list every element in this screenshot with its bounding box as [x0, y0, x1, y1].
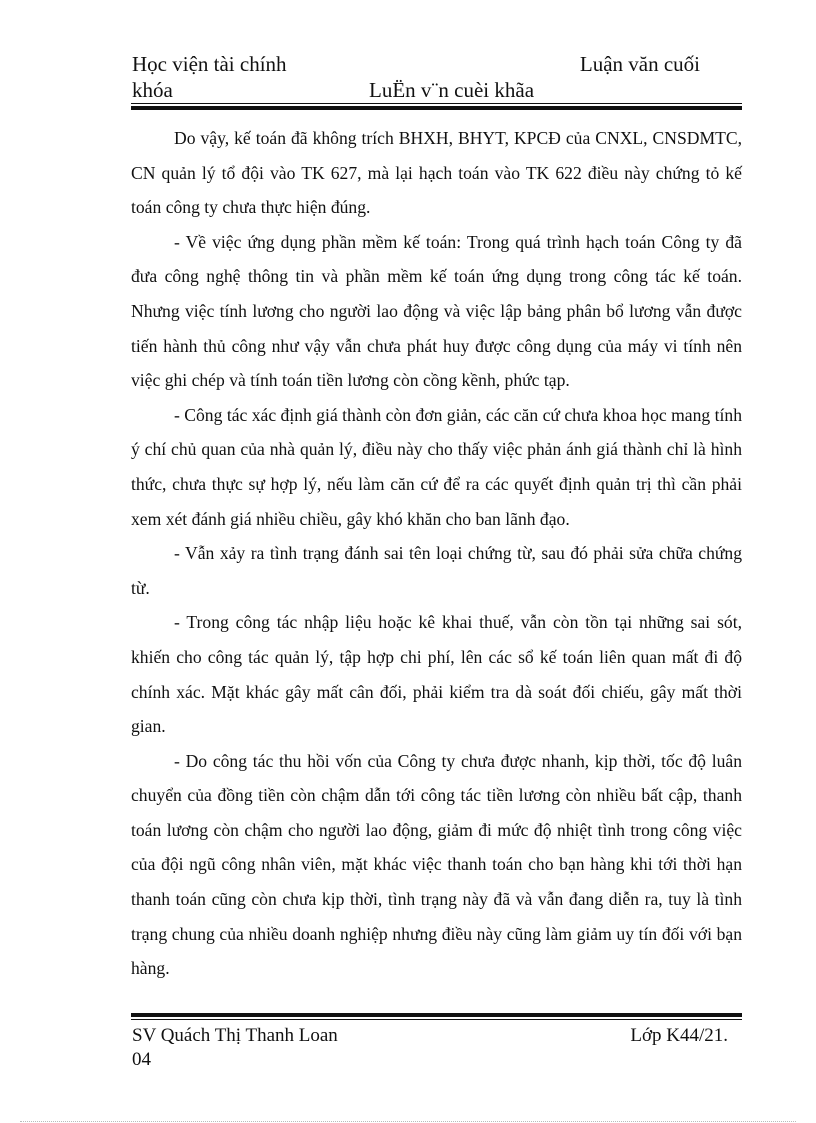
footer-double-rule: [131, 1013, 742, 1021]
paragraph: Do vậy, kế toán đã không trích BHXH, BHYT, KPCĐ của CNXL, CNSDMTC, CN quản lý tổ đội vào TK 627, mà lại hạch toán vào TK 622 điều này chứng tỏ kế toán công ty chưa thực hiện đúng.: [131, 128, 742, 218]
header-thin-rule: [131, 103, 742, 104]
footer-thick-rule: [131, 1013, 742, 1017]
page-bottom-border: [20, 1121, 796, 1122]
header-doc-type-continued: khóa: [132, 78, 173, 102]
footer-class: Lớp K44/21.: [630, 1025, 728, 1046]
page-footer: [132, 1024, 728, 1072]
footer-student-name: SV Quách Thị Thanh Loan: [132, 1025, 338, 1046]
body-text: [131, 121, 742, 986]
footer-class-continued: 04: [132, 1049, 151, 1070]
paragraph: - Về việc ứng dụng phần mềm kế toán: Trong quá trình hạch toán Công ty đã đưa công nghệ thông tin và phần mềm kế toán ứng dụng trong công tác kế toán. Nhưng việc tính lương cho người lao động và việc lập bảng phân bổ lương vẫn được tiến hành thủ công như vậy vẫn chưa phát huy được công dụng của máy vi tính nên việc ghi chép và tính toán tiền lương còn cồng kềnh, phức tạp.: [131, 231, 742, 391]
paragraph: - Do công tác thu hồi vốn của Công ty chưa được nhanh, kịp thời, tốc độ luân chuyển của đồng tiền còn chậm dẫn tới công tác tiền lương còn nhiều bất cập, thanh toán lương còn chậm cho người lao động, giảm đi mức độ nhiệt tình trong công việc của đội ngũ công nhân viên, mặt khác việc thanh toán cho bạn hàng khi tới thời hạn thanh toán cũng còn chưa kịp thời, tình trạng này đã và vẫn đang diễn ra, tuy là tình trạng chung của nhiều doanh nghiệp nhưng điều này cũng làm giảm uy tín đối với bạn hàng.: [131, 750, 742, 979]
header-thick-rule: [131, 106, 742, 110]
header-legacy-encoded-title: LuËn v¨n cuèi khãa: [369, 78, 535, 102]
header-institution: Học viện tài chính: [132, 52, 287, 76]
page-header: [132, 52, 700, 77]
page-header-second-line: [132, 78, 742, 103]
footer-thin-rule: [131, 1019, 742, 1020]
paragraph: - Vẫn xảy ra tình trạng đánh sai tên loại chứng từ, sau đó phải sửa chữa chứng từ.: [131, 543, 742, 598]
paragraph: - Trong công tác nhập liệu hoặc kê khai thuế, vẫn còn tồn tại những sai sót, khiến cho công tác quản lý, tập hợp chi phí, lên các sổ kế toán liên quan mất đi độ chính xác. Mặt khác gây mất cân đối, phải kiểm tra dà soát đối chiếu, gây mất thời gian.: [131, 612, 742, 737]
paragraph: - Công tác xác định giá thành còn đơn giản, các căn cứ chưa khoa học mang tính ý chí chủ quan của nhà quản lý, điều này cho thấy việc phản ánh giá thành chỉ là hình thức, chưa thực sự hợp lý, nếu làm căn cứ để ra các quyết định quản trị thì cần phải xem xét đánh giá nhiều chiều, gây khó khăn cho ban lãnh đạo.: [131, 404, 742, 529]
header-double-rule: [131, 103, 742, 111]
header-doc-type: Luận văn cuối: [579, 52, 700, 76]
